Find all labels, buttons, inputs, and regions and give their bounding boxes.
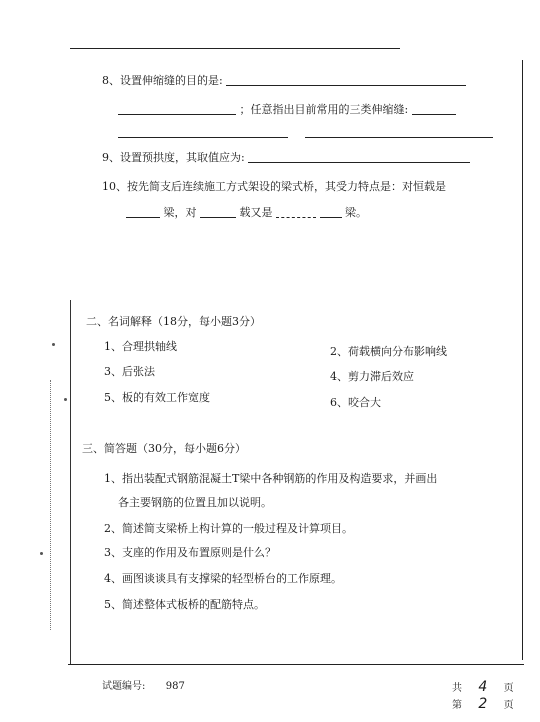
question-item: 5、简述整体式板桥的配筋特点。 xyxy=(104,598,265,611)
question-8-line2 xyxy=(118,101,456,117)
exam-code-label: 试题编号: xyxy=(102,681,146,692)
question-item-continuation: 各主要钢筋的位置且加以说明。 xyxy=(118,496,272,509)
current-label: 第 xyxy=(452,700,462,711)
question-10-text: 10、按先简支后连续施工方式架设的梁式桥，其受力特点是：对恒载是 xyxy=(102,180,446,193)
margin-mark xyxy=(40,552,43,555)
answer-blank[interactable] xyxy=(126,206,160,218)
term-item: 3、后张法 xyxy=(104,365,155,378)
answer-blank[interactable] xyxy=(320,206,342,218)
answer-blank[interactable] xyxy=(226,74,466,86)
current-page-value: 2 xyxy=(478,696,488,712)
question-item: 1、指出装配式钢筋混凝土T梁中各种钢筋的作用及构造要求，并画出 xyxy=(104,472,438,485)
answer-blank[interactable] xyxy=(412,103,456,115)
term-item: 1、合理拱轴线 xyxy=(104,340,177,353)
current-page xyxy=(452,696,514,712)
margin-mark xyxy=(64,398,67,401)
question-10-line1 xyxy=(102,178,446,194)
right-margin-rule xyxy=(522,60,523,660)
term-item: 6、咬合大 xyxy=(330,396,381,409)
question-item: 3、支座的作用及布置原则是什么？ xyxy=(104,546,276,559)
question-8-line1 xyxy=(102,72,466,88)
question-8-text: 8、设置伸缩缝的目的是: xyxy=(102,74,223,87)
answer-blank[interactable] xyxy=(118,103,236,115)
total-pages xyxy=(452,679,514,695)
answer-blank[interactable] xyxy=(248,151,470,163)
exam-code xyxy=(102,677,185,692)
answer-blank[interactable] xyxy=(200,206,236,218)
question-10-fragment: 梁。 xyxy=(345,206,367,219)
term-item: 2、荷载横向分布影响线 xyxy=(330,345,447,358)
margin-mark xyxy=(52,343,55,346)
term-item: 5、板的有效工作宽度 xyxy=(104,391,210,404)
page-unit: 页 xyxy=(503,683,514,694)
binding-dotted-line xyxy=(50,380,52,630)
question-10-fragment: 载又是 xyxy=(239,206,273,219)
exam-code-value: 987 xyxy=(165,681,185,692)
term-item: 4、剪力滞后效应 xyxy=(330,370,414,383)
question-8-line3 xyxy=(118,126,493,139)
answer-blank[interactable] xyxy=(305,126,493,138)
question-item: 4、画图谈谈具有支撑梁的轻型桥台的工作原理。 xyxy=(104,572,342,585)
top-rule xyxy=(70,48,400,49)
bottom-rule xyxy=(68,664,524,665)
answer-blank[interactable] xyxy=(118,126,288,138)
page-unit: 页 xyxy=(503,700,514,711)
question-item: 2、简述简支梁桥上构计算的一般过程及计算项目。 xyxy=(104,522,353,535)
answer-blank[interactable] xyxy=(276,206,316,218)
left-margin-rule xyxy=(70,300,71,664)
question-10-fragment: 梁，对 xyxy=(163,206,197,219)
question-8-middle-text: ；任意指出目前常用的三类伸缩缝: xyxy=(239,103,409,116)
section-3-heading: 三、简答题（30分，每小题6分） xyxy=(82,442,246,455)
question-10-line2 xyxy=(126,204,367,220)
total-label: 共 xyxy=(452,683,462,694)
question-9-line xyxy=(102,149,470,165)
question-9-text: 9、设置预拱度，其取值应为: xyxy=(102,151,245,164)
section-2-heading: 二、名词解释（18分，每小题3分） xyxy=(86,315,261,328)
total-pages-value: 4 xyxy=(478,679,488,695)
